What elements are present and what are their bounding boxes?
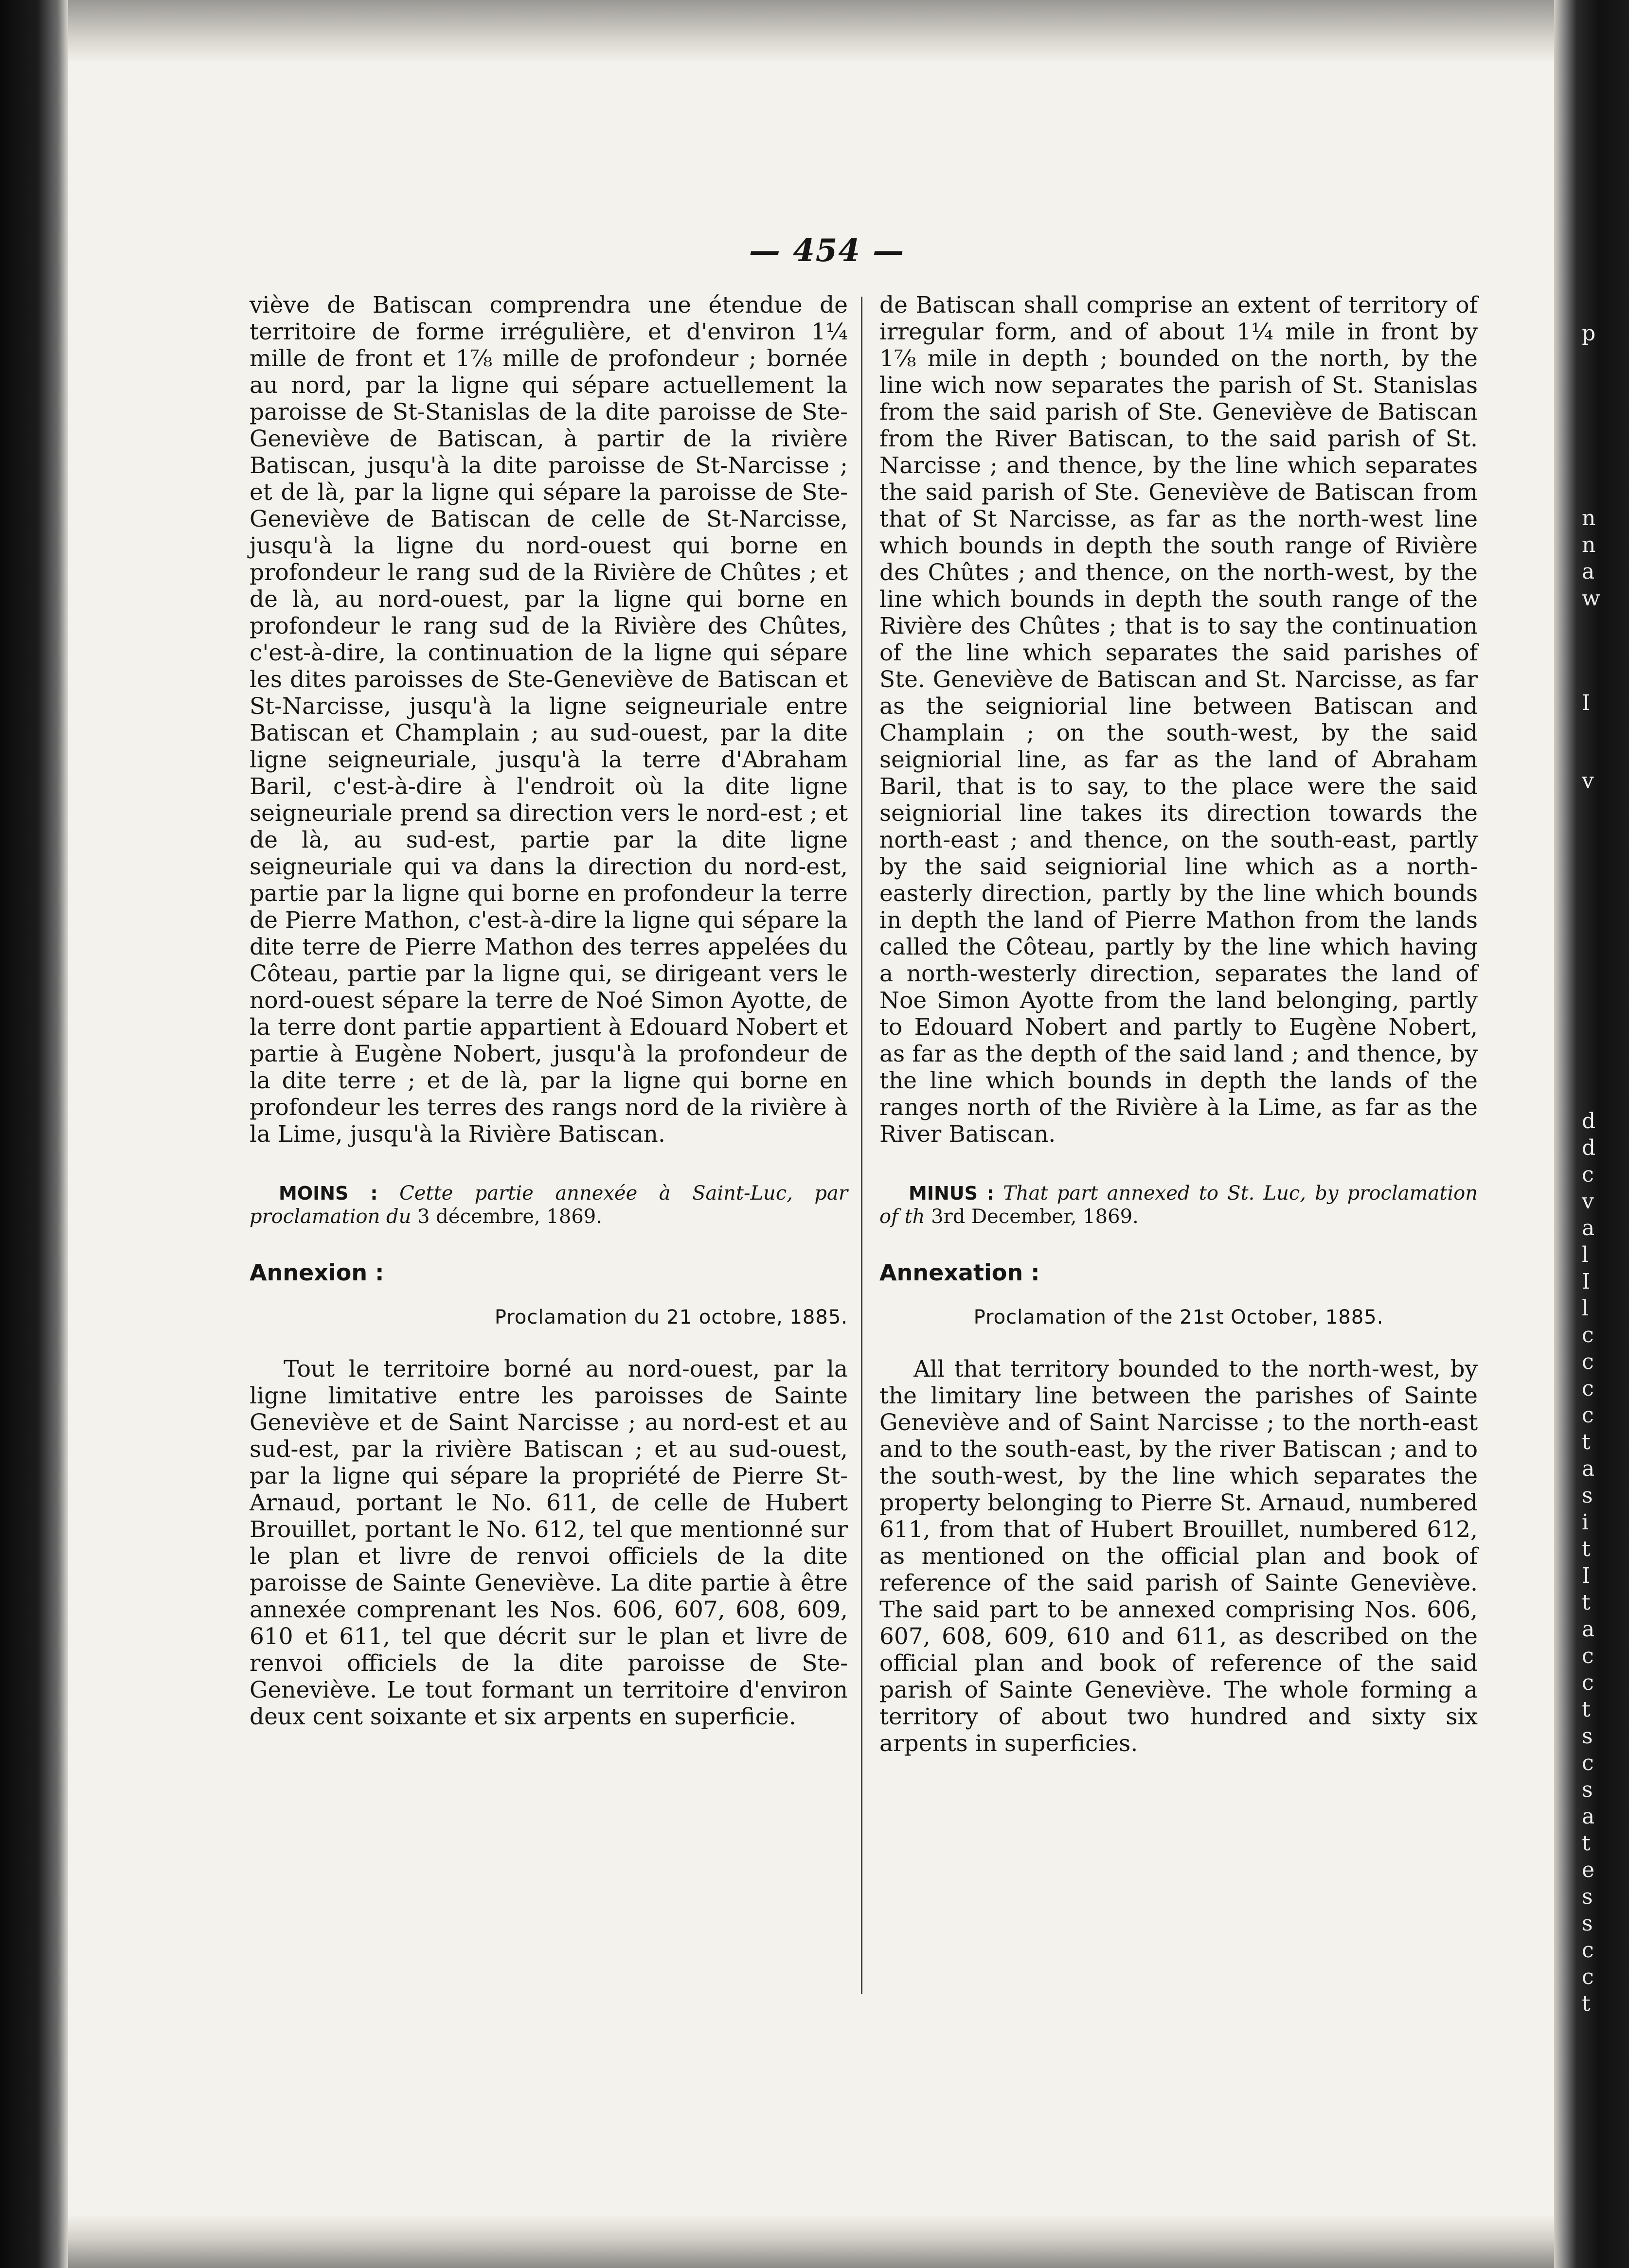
- next-page-fragment: a: [1582, 559, 1595, 584]
- next-page-fragment: t: [1582, 1537, 1591, 1561]
- next-page-fragment: c: [1582, 1162, 1594, 1187]
- next-page-fragment: v: [1582, 1189, 1594, 1214]
- next-page-fragment: s: [1582, 1724, 1593, 1749]
- next-page-fragment: l: [1582, 1296, 1589, 1321]
- english-minus-note: [879, 1182, 1478, 1228]
- english-boundary-paragraph: de Batiscan shall comprise an extent of territory of irregular form, and of about 1¼ mile in front by 1⅞ mile in depth ; bounded on the north, by the line wich now separates the parish of St. Stanislas from the said parish of Ste. Geneviève de Batiscan from the River Batiscan, to the said parish of St. Narcisse ; and thence, by the line which separates the said parish of Ste. Geneviève de Batiscan from that of St Narcisse, as far as the north-west line which bounds in depth the south range of Rivière des Chûtes ; and thence, on the north-west, by the line which bounds in depth the south range of the Rivière des Chûtes ; that is to say the continuation of the line which separates the said parishes of Ste. Geneviève de Batiscan and St. Narcisse, as far as the seigniorial line between Batiscan and Champlain ; on the south-west, by the said seigniorial line, as far as the land of Abraham Baril, that is to say, to the place were the said seigniorial line takes its direction towards the north-east ; and thence, on the south-east, partly by the said seigniorial line which as a north-easterly direction, partly by the line which bounds in depth the land of Pierre Mathon from the lands called the Côteau, partly by the line which having a north-westerly direction, separates the land of Noe Simon Ayotte from the land belonging, partly to Edouard Nobert and partly to Eugène Nobert, as far as the depth of the said land ; and thence, by the line which bounds in depth the lands of the ranges north of the Rivière à la Lime, as far as the River Batiscan.: [879, 292, 1478, 1148]
- french-minus-body: Cette partie annexée à Saint-Luc, par proclamation du: [250, 1182, 848, 1228]
- next-page-fragment: v: [1582, 768, 1594, 793]
- next-page-fragment: c: [1582, 1349, 1594, 1374]
- english-minus-date: 3rd December, 1869.: [931, 1205, 1139, 1228]
- next-page-fragment: n: [1582, 532, 1596, 557]
- english-proclamation-date: Proclamation of the 21st October, 1885.: [973, 1306, 1384, 1329]
- next-page-fragment: c: [1582, 1323, 1594, 1347]
- french-annex-paragraph: Tout le territoire borné au nord-ouest, par la ligne limitative entre les paroisses de Sainte Geneviève et de Saint Narcisse ; au nord-est et au sud-est, par la rivière Batiscan ; et au sud-ouest, par la ligne qui sépare la propriété de Pierre St-Arnaud, portant le No. 611, de celle de Hubert Brouillet, portant le No. 612, tel que mentionné sur le plan et livre de renvoi officiels de la dite paroisse de Sainte Geneviève. La dite partie à être annexée comprenant les Nos. 606, 607, 608, 609, 610 et 611, tel que décrit sur le plan et livre de renvoi officiels de la dite paroisse de Ste-Geneviève. Le tout formant un territoire d'environ deux cent soixante et six arpents en superficie.: [250, 1356, 848, 1730]
- bottom-scan-shadow: [68, 2215, 1554, 2268]
- next-page-fragment: c: [1582, 1965, 1594, 1989]
- next-page-fragment: c: [1582, 1644, 1594, 1668]
- next-page-fragment: l: [1582, 1242, 1589, 1267]
- english-annex-heading: Annexation :: [879, 1259, 1040, 1286]
- next-page-fragment: I: [1582, 1563, 1591, 1588]
- next-page-fragment: c: [1582, 1938, 1594, 1963]
- next-page-fragment: w: [1582, 586, 1600, 611]
- column-divider: [861, 297, 862, 1994]
- english-annex-paragraph: All that territory bounded to the north-west, by the limitary line between the parishes of Sainte Geneviève and of Saint Narcisse ; to the north-east and to the south-east, by the river Batiscan ; and to the south-west, by the line which separates the property belonging to Pierre St. Arnaud, numbered 611, from that of Hubert Brouillet, numbered 612, as mentioned on the official plan and book of reference of the said parish of Sainte Geneviève. The said part to be annexed comprising Nos. 606, 607, 608, 609, 610 and 611, as described on the official plan and book of reference of the said parish of Sainte Geneviève. The whole forming a territory of about two hundred and sixty six arpents in superficies.: [879, 1356, 1478, 1757]
- french-minus-lead: MOINS :: [279, 1183, 378, 1204]
- next-page-fragment: s: [1582, 1483, 1593, 1508]
- next-page-fragment-top: p: [1582, 321, 1596, 346]
- french-column: [250, 292, 848, 1730]
- next-page-fragment: t: [1582, 1590, 1591, 1615]
- english-minus-lead: MINUS :: [909, 1183, 994, 1204]
- next-page-fragment: c: [1582, 1751, 1594, 1775]
- next-page-fragment: c: [1582, 1670, 1594, 1695]
- top-scan-shadow: [68, 0, 1554, 63]
- next-page-fragment: e: [1582, 1858, 1595, 1882]
- french-boundary-paragraph: viève de Batiscan comprendra une étendue de territoire de forme irrégulière, et d'environ 1¼ mille de front et 1⅞ mille de profondeur ; bornée au nord, par la ligne qui sépare actuellement la paroisse de St-Stanislas de la dite paroisse de Ste-Geneviève de Batiscan, à partir de la rivière Batiscan, jusqu'à la dite paroisse de St-Narcisse ; et de là, par la ligne qui sépare la paroisse de Ste-Geneviève de Batiscan de celle de St-Narcisse, jusqu'à la ligne du nord-ouest qui borne en profondeur le rang sud de la Rivière de Chûtes ; et de là, au nord-ouest, par la ligne qui borne en profondeur le rang sud de la Rivière des Chûtes, c'est-à-dire, la continuation de la ligne qui sépare les dites paroisses de Ste-Geneviève de Batiscan et St-Narcisse, jusqu'à la ligne seigneuriale entre Batiscan et Champlain ; au sud-ouest, par la dite ligne seigneuriale, jusqu'à la terre d'Abraham Baril, c'est-à-dire à l'endroit où la dite ligne seigneuriale prend sa direction vers le nord-est ; et de là, au sud-est, partie par la dite ligne seigneuriale qui va dans la direction du nord-est, partie par la ligne qui borne en profondeur la terre de Pierre Mathon, c'est-à-dire la ligne qui sépare la dite terre de Pierre Mathon des terres appelées du Côteau, partie par la ligne qui, se dirigeant vers le nord-ouest sépare la terre de Noé Simon Ayotte, de la terre dont partie appartient à Edouard Nobert et partie à Eugène Nobert, jusqu'à la profondeur de la dite terre ; et de là, par la ligne qui borne en profondeur les terres des rangs nord de la rivière à la Lime, jusqu'à la Rivière Batiscan.: [250, 292, 848, 1148]
- next-page-fragment: a: [1582, 1216, 1595, 1240]
- next-page-fragment: a: [1582, 1617, 1595, 1642]
- next-page-fragment: c: [1582, 1403, 1594, 1428]
- french-minus-note: [250, 1182, 848, 1228]
- next-page-fragment: t: [1582, 1991, 1591, 2016]
- next-page-fragment: s: [1582, 1777, 1593, 1802]
- french-annex-heading: Annexion :: [250, 1259, 384, 1286]
- next-page-fragment: t: [1582, 1430, 1591, 1454]
- next-page-fragment: s: [1582, 1884, 1593, 1909]
- french-proclamation-date: Proclamation du 21 octobre, 1885.: [494, 1306, 848, 1329]
- next-page-fragment: d: [1582, 1135, 1596, 1160]
- next-page-fragment: d: [1582, 1109, 1596, 1134]
- english-column: [879, 292, 1478, 1757]
- french-minus-date: 3 décembre, 1869.: [417, 1205, 602, 1228]
- next-page-fragment: t: [1582, 1697, 1591, 1722]
- page-number: — 454 —: [749, 232, 905, 269]
- next-page-fragment: i: [1582, 1510, 1589, 1535]
- next-page-fragment: I: [1582, 691, 1591, 715]
- next-page-fragment: I: [1582, 1269, 1591, 1294]
- next-page-fragment: t: [1582, 1831, 1591, 1856]
- next-page-fragment: c: [1582, 1376, 1594, 1401]
- next-page-fragment: a: [1582, 1804, 1595, 1829]
- next-page-fragment: n: [1582, 506, 1596, 531]
- left-scan-edge: [0, 0, 68, 2268]
- next-page-fragment: a: [1582, 1456, 1595, 1481]
- next-page-fragment: s: [1582, 1911, 1593, 1936]
- english-minus-body: That part annexed to St. Luc, by proclamation of th: [879, 1182, 1478, 1228]
